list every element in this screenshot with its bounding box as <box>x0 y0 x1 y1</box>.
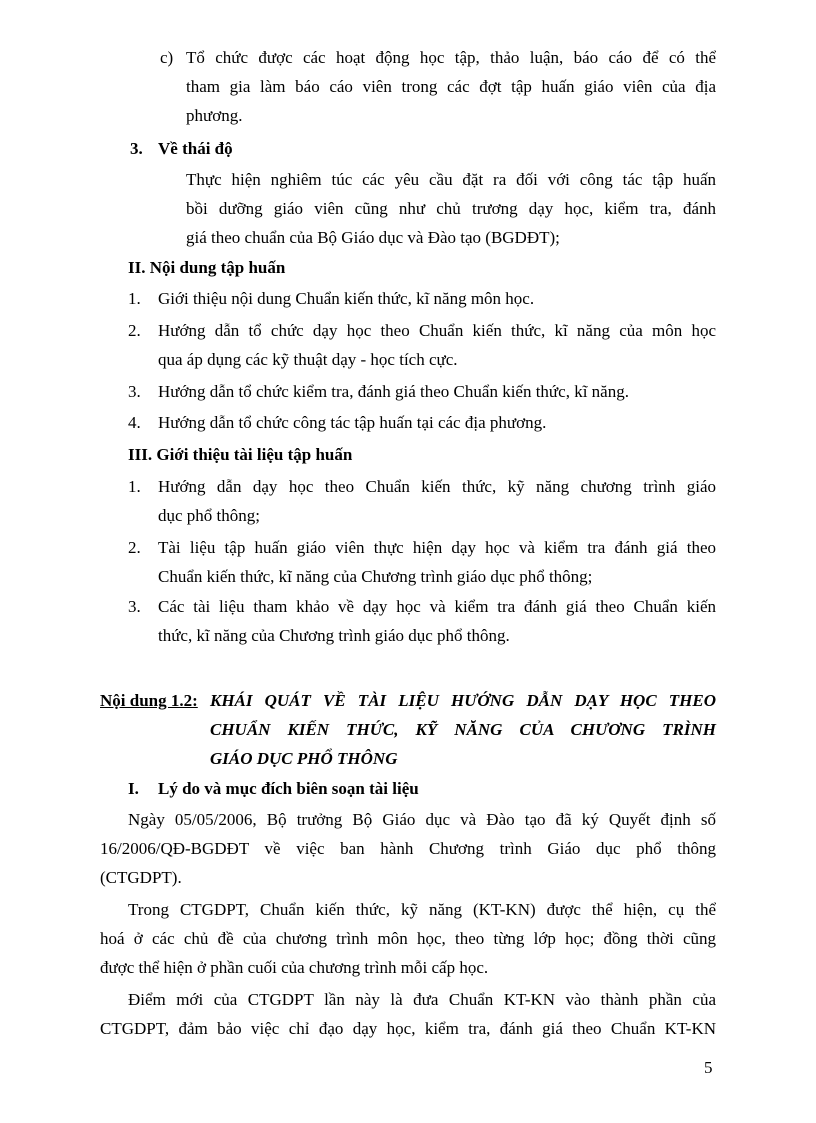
paragraph-line: CTGDPT, đảm bảo việc chỉ đạo dạy học, kiểm tra, đánh giá theo Chuẩn KT-KN <box>100 1019 716 1038</box>
text-line: Thực hiện nghiêm túc các yêu cầu đặt ra đối với công tác tập huấn <box>186 170 716 189</box>
paragraph-line: Ngày 05/05/2006, Bộ trưởng Bộ Giáo dục và Đào tạo đã ký Quyết định số <box>128 810 716 829</box>
list-item: Tài liệu tập huấn giáo viên thực hiện dạy học và kiểm tra đánh giá theo <box>158 538 716 557</box>
list-item: Chuẩn kiến thức, kĩ năng của Chương trình giáo dục phổ thông; <box>158 567 593 586</box>
text-line: bồi dưỡng giáo viên cũng như chủ trương dạy học, kiểm tra, đánh <box>186 199 716 218</box>
text-line: tham gia làm báo cáo viên trong các đợt tập huấn giáo viên của địa <box>186 77 716 96</box>
paragraph-line: (CTGDPT). <box>100 868 182 887</box>
list-marker: 4. <box>128 413 141 432</box>
list-item: Hướng dẫn dạy học theo Chuẩn kiến thức, kỹ năng chương trình giáo <box>158 477 716 496</box>
text-line: Tổ chức được các hoạt động học tập, thảo luận, báo cáo để có thể <box>186 48 716 67</box>
list-item: Hướng dẫn tổ chức kiểm tra, đánh giá theo Chuẩn kiến thức, kĩ năng. <box>158 382 629 401</box>
paragraph-line: hoá ở các chủ đề của chương trình môn học, theo từng lớp học; đồng thời cũng <box>100 929 716 948</box>
list-marker: 3. <box>128 382 141 401</box>
list-marker: 1. <box>128 289 141 308</box>
paragraph-line: 16/2006/QĐ-BGDĐT về việc ban hành Chương trình Giáo dục phổ thông <box>100 839 716 858</box>
list-item: Hướng dẫn tổ chức công tác tập huấn tại các địa phương. <box>158 413 547 432</box>
list-item: Các tài liệu tham khảo về dạy học và kiểm tra đánh giá theo Chuẩn kiến <box>158 597 716 616</box>
section-heading: III. Giới thiệu tài liệu tập huấn <box>128 445 353 464</box>
section-heading: Lý do và mục đích biên soạn tài liệu <box>158 779 419 798</box>
list-marker: 2. <box>128 321 141 340</box>
text-line: phương. <box>186 106 243 125</box>
list-item: thức, kĩ năng của Chương trình giáo dục phổ thông. <box>158 626 510 645</box>
list-marker: 2. <box>128 538 141 557</box>
section-heading: II. Nội dung tập huấn <box>128 258 286 277</box>
content-title-line: KHÁI QUÁT VỀ TÀI LIỆU HƯỚNG DẪN DẠY HỌC THEO <box>210 691 716 710</box>
list-item: dục phổ thông; <box>158 506 260 525</box>
list-marker: c) <box>160 48 174 67</box>
list-marker: 3. <box>128 597 141 616</box>
page-number: 5 <box>704 1058 713 1077</box>
content-title-line: CHUẨN KIẾN THỨC, KỸ NĂNG CỦA CHƯƠNG TRÌNH <box>210 720 716 739</box>
content-title-line: GIÁO DỤC PHỔ THÔNG <box>210 749 398 768</box>
list-item: Giới thiệu nội dung Chuẩn kiến thức, kĩ năng môn học. <box>158 289 535 308</box>
section-heading: Về thái độ <box>158 139 233 158</box>
paragraph-line: Điểm mới của CTGDPT lần này là đưa Chuẩn KT-KN vào thành phần của <box>128 990 716 1009</box>
list-marker: I. <box>128 779 139 798</box>
list-item: qua áp dụng các kỹ thuật dạy - học tích cực. <box>158 350 458 369</box>
paragraph-line: Trong CTGDPT, Chuẩn kiến thức, kỹ năng (KT-KN) được thể hiện, cụ thể <box>128 900 716 919</box>
list-marker: 1. <box>128 477 141 496</box>
list-marker: 3. <box>130 139 143 158</box>
text-line: giá theo chuẩn của Bộ Giáo dục và Đào tạo (BGDĐT); <box>186 228 560 247</box>
paragraph-line: được thể hiện ở phần cuối của chương trình mỗi cấp học. <box>100 958 489 977</box>
content-label: Nội dung 1.2: <box>100 691 198 710</box>
list-item: Hướng dẫn tổ chức dạy học theo Chuẩn kiến thức, kĩ năng của môn học <box>158 321 716 340</box>
